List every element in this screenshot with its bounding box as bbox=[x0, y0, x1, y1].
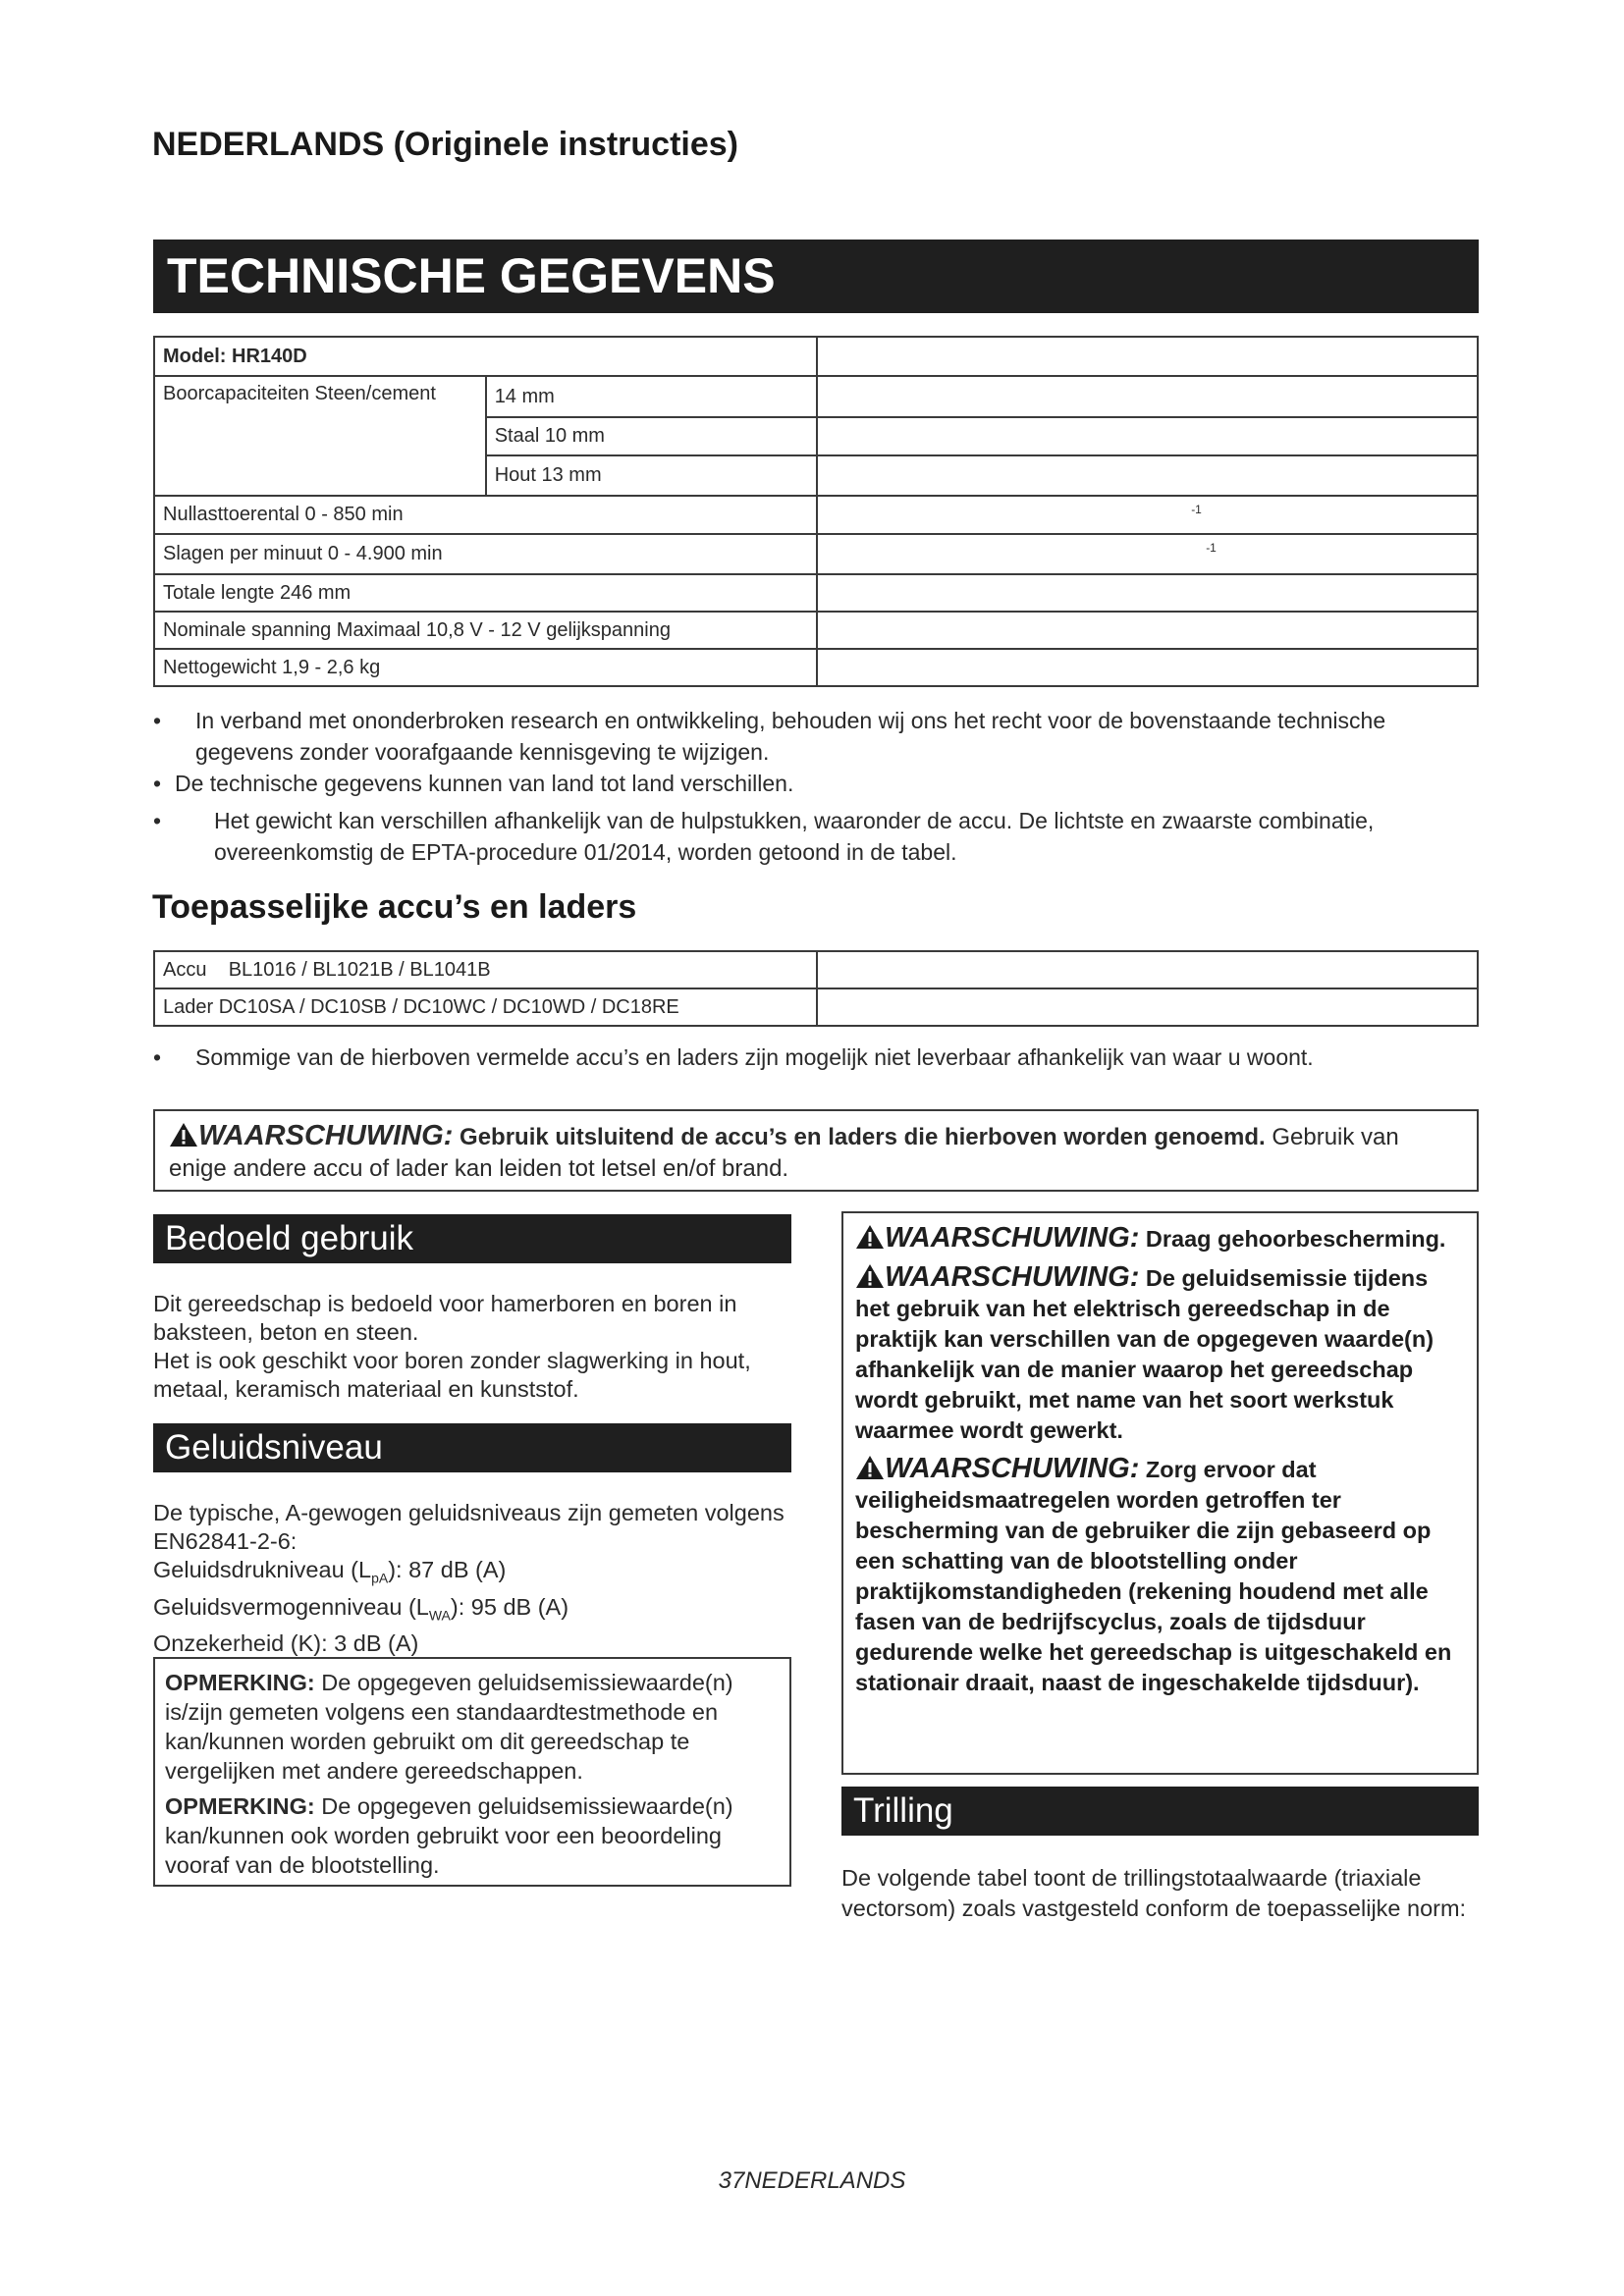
bullet: • bbox=[153, 771, 162, 796]
spanning-text: Nominale spanning Maximaal 10,8 V - 12 V gelijkspanning bbox=[163, 618, 671, 641]
model-cell bbox=[154, 337, 817, 376]
right-warning-2-text: De geluidsemissie tijdens het gebruik van het elektrisch gereedschap in de praktijk kan verschillen van de opgegeven waarde(n) afhankelijk van de manier waarop het gereedschap wordt gebruikt, met name van het soort werkstuk waarmee wordt gewerkt. bbox=[855, 1265, 1435, 1443]
geluid-vermogen bbox=[153, 1593, 791, 1630]
tech-specs-banner: TECHNISCHE GEGEVENS bbox=[153, 240, 1479, 313]
bedoeld-p2: Het is ook geschikt voor boren zonder slagwerking in hout, metaal, keramisch materiaal en kunststof. bbox=[153, 1348, 751, 1402]
bullet: • bbox=[153, 1044, 162, 1070]
empty-cell bbox=[817, 951, 1478, 988]
druk-post: ): 87 dB (A) bbox=[388, 1557, 507, 1582]
warning-rest: Gebruik van enige andere accu of lader kan leiden tot letsel en/of brand. bbox=[169, 1124, 1399, 1182]
accu-note-text: Sommige van de hierboven vermelde accu’s en laders zijn mogelijk niet leverbaar afhankelijk van waar u woont. bbox=[195, 1044, 1314, 1070]
nullast-text: Nullasttoerental 0 - 850 min bbox=[163, 504, 404, 525]
verm-pre: Geluidsvermogenniveau (L bbox=[153, 1593, 429, 1620]
tech-note-2-text: De technische gegevens kunnen van land tot land verschillen. bbox=[175, 771, 794, 796]
table-row bbox=[154, 612, 1478, 649]
boor-label: Boorcapaciteiten Steen/cement bbox=[163, 383, 436, 404]
trilling-text: De volgende tabel toont de trillingstotaalwaarde (triaxiale vectorsom) zoals vastgesteld conform de toepasselijke norm: bbox=[841, 1865, 1467, 1921]
empty-cell bbox=[817, 455, 1478, 496]
warning-triangle-icon bbox=[169, 1122, 198, 1148]
nullast-sup: -1 bbox=[1191, 503, 1202, 516]
boor-label-cell bbox=[154, 376, 486, 496]
boor-steen: 14 mm bbox=[494, 385, 555, 407]
lengte-text: Totale lengte 246 mm bbox=[163, 581, 352, 604]
accu-warning-text bbox=[169, 1120, 1463, 1185]
right-warning-1 bbox=[855, 1223, 1465, 1255]
gewicht-cell bbox=[154, 649, 817, 686]
page-footer: 37NEDERLANDS bbox=[718, 2167, 906, 2194]
table-row bbox=[154, 574, 1478, 612]
druk-sub: pA bbox=[371, 1570, 389, 1586]
lader-cell bbox=[154, 988, 817, 1026]
empty-cell bbox=[817, 337, 1478, 376]
geluid-banner: Geluidsniveau bbox=[153, 1423, 791, 1472]
table-row bbox=[154, 496, 1478, 534]
tech-note-1 bbox=[153, 705, 1479, 768]
verm-sub: WA bbox=[428, 1607, 451, 1624]
note-label: OPMERKING: bbox=[165, 1670, 315, 1695]
warning-triangle-icon bbox=[855, 1224, 885, 1250]
table-row bbox=[154, 649, 1478, 686]
accu-text: Accu BL1016 / BL1021B / BL1041B bbox=[163, 958, 491, 981]
empty-cell bbox=[817, 988, 1478, 1026]
lengte-cell bbox=[154, 574, 817, 612]
boor-hout-cell bbox=[486, 455, 818, 496]
warning-word: WAARSCHUWING: bbox=[885, 1222, 1140, 1254]
right-warning-2 bbox=[855, 1262, 1465, 1446]
table-row bbox=[154, 534, 1478, 574]
page-language-title: NEDERLANDS (Originele instructies) bbox=[152, 126, 738, 163]
trilling-banner: Trilling bbox=[841, 1787, 1479, 1836]
empty-cell bbox=[817, 649, 1478, 686]
table-row bbox=[154, 951, 1478, 988]
accu-section-title: Toepasselijke accu’s en laders bbox=[152, 888, 637, 926]
geluid-note-box bbox=[153, 1657, 791, 1887]
accu-table bbox=[153, 950, 1479, 1027]
slagen-text: Slagen per minuut 0 - 4.900 min bbox=[163, 543, 443, 564]
verm-post: ): 95 dB (A) bbox=[450, 1593, 569, 1620]
specs-table bbox=[153, 336, 1479, 687]
empty-cell bbox=[817, 574, 1478, 612]
tech-note-1-text: In verband met ononderbroken research en ontwikkeling, behouden wij ons het recht voor de bovenstaande technische gegevens zonder voorafgaande kennisgeving te wijzigen. bbox=[195, 708, 1386, 765]
right-warning-3-text: Zorg ervoor dat veiligheidsmaatregelen worden getroffen ter bescherming van de gebruiker die zijn gebaseerd op een schatting van de blootstelling onder praktijkomstandigheden (rekening houdend met alle fasen van de bedrijfscyclus, zoals de tijdsduur gedurende welke het gereedschap is uitgeschakeld en stationair draait, naast de ingeschakelde tijdsduur). bbox=[855, 1457, 1452, 1695]
bullet: • bbox=[153, 808, 162, 833]
bedoeld-p1: Dit gereedschap is bedoeld voor hamerboren en boren in baksteen, beton en steen. bbox=[153, 1291, 737, 1345]
bedoeld-banner: Bedoeld gebruik bbox=[153, 1214, 791, 1263]
warning-word: WAARSCHUWING: bbox=[198, 1120, 454, 1151]
model-value: HR140D bbox=[232, 345, 307, 367]
table-row bbox=[154, 337, 1478, 376]
accu-cell bbox=[154, 951, 817, 988]
boor-staal: Staal 10 mm bbox=[494, 425, 605, 447]
note-label: OPMERKING: bbox=[165, 1793, 315, 1819]
right-warning-1-text: Draag gehoorbescherming. bbox=[1145, 1226, 1446, 1252]
boor-steen-cell bbox=[486, 376, 818, 417]
boor-hout: Hout 13 mm bbox=[494, 464, 602, 486]
warning-bold: Gebruik uitsluitend de accu’s en laders die hierboven worden genoemd. bbox=[460, 1124, 1266, 1150]
note-2-text: De opgegeven geluidsemissiewaarde(n) kan/kunnen ook worden gebruikt voor een beoordeling vooraf van de blootstelling. bbox=[165, 1793, 733, 1878]
right-warning-3 bbox=[855, 1454, 1465, 1698]
geluid-text bbox=[153, 1499, 791, 1658]
tech-note-3 bbox=[153, 805, 1479, 868]
boor-staal-cell bbox=[486, 417, 818, 455]
druk-pre: Geluidsdrukniveau (L bbox=[153, 1557, 372, 1582]
table-row bbox=[154, 988, 1478, 1026]
tech-note-3-text: Het gewicht kan verschillen afhankelijk van de hulpstukken, waaronder de accu. De lichtste en zwaarste combinatie, overeenkomstig de EPTA-procedure 01/2014, worden getoond in de tabel. bbox=[214, 808, 1375, 865]
empty-cell bbox=[817, 376, 1478, 417]
tech-note-2 bbox=[153, 768, 1479, 799]
note-1-text: De opgegeven geluidsemissiewaarde(n) is/zijn gemeten volgens een standaardtestmethode en kan/kunnen worden gebruikt om dit gereedschap te vergelijken met andere gereedschappen. bbox=[165, 1670, 733, 1784]
geluid-intro: De typische, A-gewogen geluidsniveaus zijn gemeten volgens EN62841-2-6: bbox=[153, 1500, 785, 1554]
empty-cell bbox=[817, 417, 1478, 455]
warning-word: WAARSCHUWING: bbox=[885, 1261, 1140, 1293]
warning-triangle-icon bbox=[855, 1455, 885, 1480]
empty-cell bbox=[817, 496, 1478, 534]
geluid-note-2 bbox=[165, 1791, 780, 1880]
bedoeld-text bbox=[153, 1290, 791, 1404]
right-warnings-box bbox=[841, 1211, 1479, 1775]
bullet: • bbox=[153, 708, 162, 733]
empty-cell bbox=[817, 534, 1478, 574]
warning-triangle-icon bbox=[855, 1263, 885, 1289]
empty-cell bbox=[817, 612, 1478, 649]
model-label: Model: bbox=[163, 345, 227, 367]
nullast-cell bbox=[154, 496, 817, 534]
gewicht-text: Nettogewicht 1,9 - 2,6 kg bbox=[163, 656, 381, 678]
geluid-note-1 bbox=[165, 1668, 780, 1786]
geluid-onzeker: Onzekerheid (K): 3 dB (A) bbox=[153, 1630, 419, 1657]
slagen-cell bbox=[154, 534, 817, 574]
accu-warning-box bbox=[153, 1109, 1479, 1192]
spanning-cell bbox=[154, 612, 817, 649]
accu-note bbox=[153, 1041, 1479, 1073]
slagen-sup: -1 bbox=[1206, 541, 1217, 555]
lader-text: Lader DC10SA / DC10SB / DC10WC / DC10WD / DC18RE bbox=[163, 995, 679, 1018]
table-row bbox=[154, 376, 1478, 417]
warning-word: WAARSCHUWING: bbox=[885, 1453, 1140, 1484]
geluid-druk bbox=[153, 1556, 791, 1593]
